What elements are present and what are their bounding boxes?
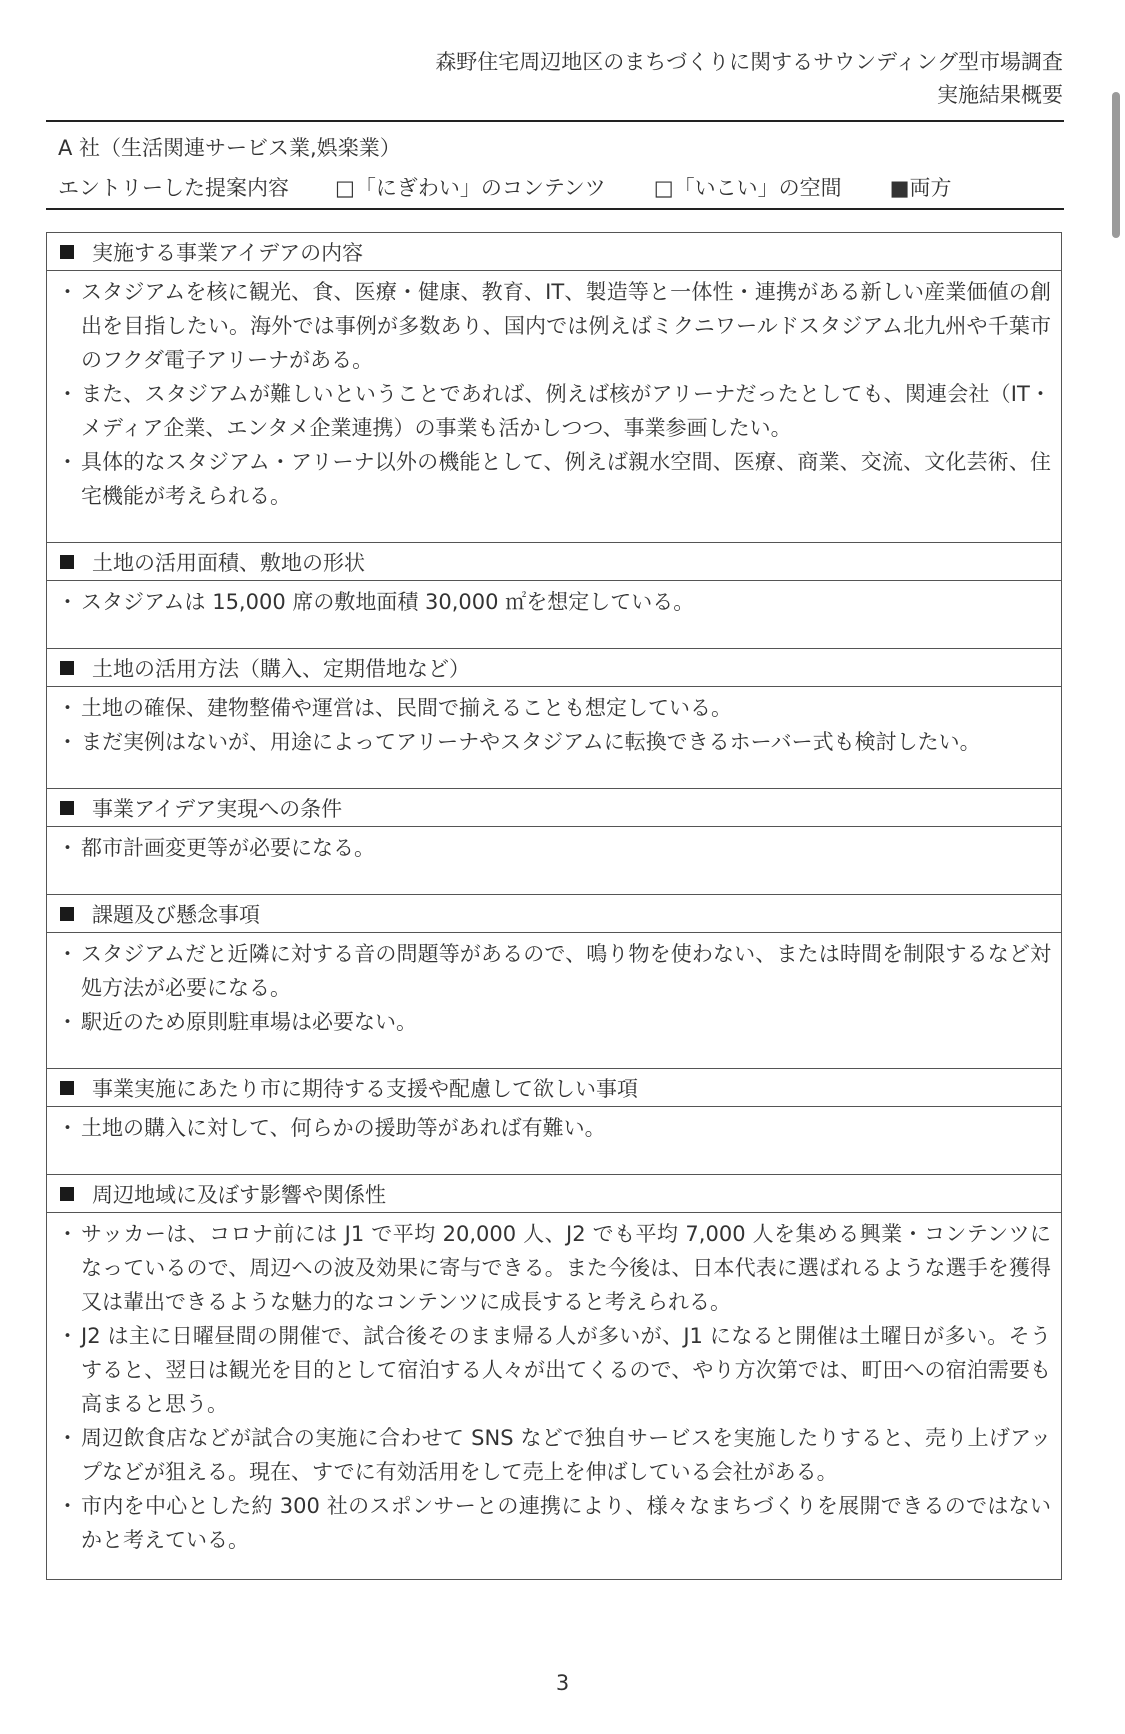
item-text: 周辺飲食店などが試合の実施に合わせて SNS などで独自サービスを実施したりすると、売り上げアップなどが狙える。現在、すでに有効活用をして売上を伸ばしている会社がある。 [81,1426,1051,1484]
list-item [57,831,1051,865]
list-item [57,691,1051,725]
header-title: 森野住宅周辺地区のまちづくりに関するサウンディング型市場調査 [435,50,1063,74]
entry-option-both: ■両方 [889,176,952,200]
section-body [47,581,1061,649]
section-body [47,933,1061,1069]
bullet: ・ [57,942,78,966]
section-header [47,649,1061,687]
list-item [57,275,1051,377]
list-item [57,1319,1051,1421]
item-text: J2 は主に日曜昼間の開催で、試合後そのまま帰る人が多いが、J1 になると開催は土曜日が多い。そうすると、翌日は観光を目的として宿泊する人々が出てくるので、やり方次第では、町田への宿泊需要も高まると思う。 [81,1324,1051,1416]
bullet: ・ [57,1494,78,1518]
section-title: 実施する事業アイデアの内容 [92,240,364,265]
square-bullet-icon [60,1081,74,1095]
bullet: ・ [57,280,78,304]
header-subtitle: 実施結果概要 [937,83,1063,107]
item-text: また、スタジアムが難しいということであれば、例えば核がアリーナだったとしても、関連会社（IT・メディア企業、エンタメ企業連携）の事業も活かしつつ、事業参画したい。 [81,382,1051,440]
entry-option-nigiwai: □「にぎわい」のコンテンツ [335,176,606,200]
list-item [57,1421,1051,1489]
section-header [47,789,1061,827]
list-item [57,377,1051,445]
bullet: ・ [57,1116,78,1140]
item-text: 市内を中心とした約 300 社のスポンサーとの連携により、様々なまちづくりを展開できるのではないかと考えている。 [81,1494,1051,1552]
bullet: ・ [57,836,78,860]
item-text: スタジアムを核に観光、食、医療・健康、教育、IT、製造等と一体性・連携がある新しい産業価値の創出を目指したい。海外では事例が多数あり、国内では例えばミクニワールドスタジアム北九州や千葉市のフクダ電子アリーナがある。 [81,280,1051,372]
item-text: 土地の購入に対して、何らかの援助等があれば有難い。 [81,1116,606,1140]
section-header [47,1069,1061,1107]
list-item [57,1005,1051,1039]
header-rule [46,120,1064,122]
item-text: 土地の確保、建物整備や運営は、民間で揃えることも想定している。 [81,696,732,720]
bullet: ・ [57,696,78,720]
list-item [57,937,1051,1005]
list-item [57,445,1051,513]
section-title: 土地の活用方法（購入、定期借地など） [92,656,470,681]
section-header [47,233,1061,271]
page-number: 3 [555,1671,570,1695]
section-body [47,1107,1061,1175]
list-item [57,725,1051,759]
square-bullet-icon [60,1187,74,1201]
square-bullet-icon [60,801,74,815]
item-text: まだ実例はないが、用途によってアリーナやスタジアムに転換できるホーバー式も検討したい。 [81,730,981,754]
section-body [47,1213,1061,1579]
section-body [47,827,1061,895]
section-body [47,687,1061,789]
document-header [435,46,1063,112]
list-item [57,1217,1051,1319]
item-text: 都市計画変更等が必要になる。 [81,836,375,860]
section-title: 土地の活用面積、敷地の形状 [92,550,365,575]
list-item [57,585,1051,619]
entry-label: エントリーした提案内容 [58,176,289,200]
section-title: 事業実施にあたり市に期待する支援や配慮して欲しい事項 [92,1076,638,1101]
bullet: ・ [57,730,78,754]
square-bullet-icon [60,907,74,921]
bullet: ・ [57,382,78,406]
bullet: ・ [57,1010,78,1034]
list-item [57,1489,1051,1557]
item-text: スタジアムだと近隣に対する音の問題等があるので、鳴り物を使わない、または時間を制限するなど対処方法が必要になる。 [81,942,1051,1000]
section-title: 課題及び懸念事項 [92,902,260,927]
item-text: 駅近のため原則駐車場は必要ない。 [81,1010,417,1034]
square-bullet-icon [60,245,74,259]
entry-option-ikoi: □「いこい」の空間 [653,176,842,200]
scrollbar-thumb[interactable] [1112,92,1120,238]
section-title: 事業アイデア実現への条件 [92,796,343,821]
item-text: スタジアムは 15,000 席の敷地面積 30,000 ㎡を想定している。 [81,590,695,614]
entry-rule [46,208,1064,210]
bullet: ・ [57,1222,78,1246]
list-item [57,1111,1051,1145]
bullet: ・ [57,1324,78,1348]
square-bullet-icon [60,661,74,675]
section-header [47,895,1061,933]
entry-row [58,173,1063,203]
item-text: サッカーは、コロナ前には J1 で平均 20,000 人、J2 でも平均 7,000 人を集める興業・コンテンツになっているので、周辺への波及効果に寄与できる。また今後は、日本代表に選ばれるような選手を獲得又は輩出できるような魅力的なコンテンツに成長すると考えられる。 [81,1222,1051,1314]
bullet: ・ [57,450,78,474]
section-header [47,543,1061,581]
square-bullet-icon [60,555,74,569]
proposal-table [46,232,1062,1580]
section-title: 周辺地域に及ぼす影響や関係性 [92,1182,386,1207]
bullet: ・ [57,1426,78,1450]
section-header [47,1175,1061,1213]
company-name: A 社（生活関連サービス業,娯楽業） [58,136,401,160]
item-text: 具体的なスタジアム・アリーナ以外の機能として、例えば親水空間、医療、商業、交流、文化芸術、住宅機能が考えられる。 [81,450,1051,508]
section-body [47,271,1061,543]
bullet: ・ [57,590,78,614]
